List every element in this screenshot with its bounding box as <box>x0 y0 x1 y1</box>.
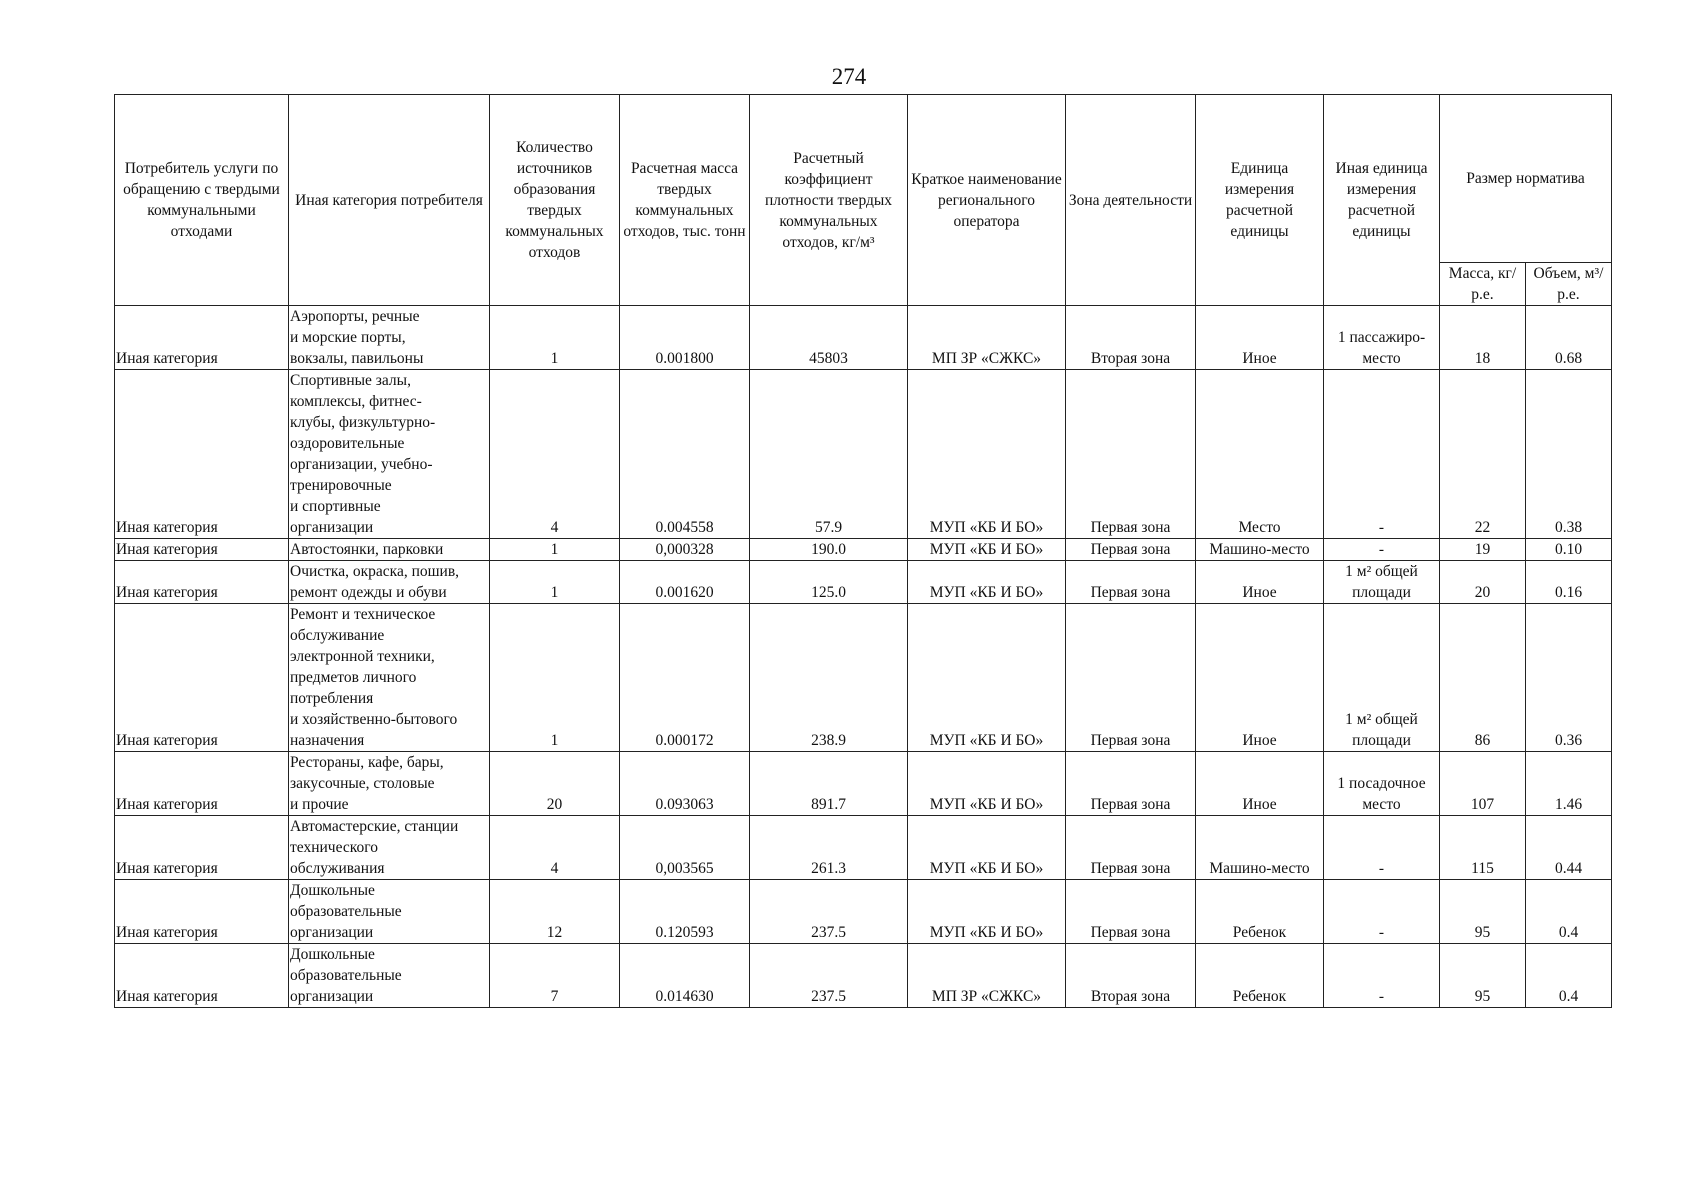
cell-operator: МУП «КБ И БО» <box>908 816 1066 880</box>
category-line: организации, учебно- <box>290 456 433 473</box>
cell-sources: 1 <box>490 306 620 370</box>
cell-zone: Первая зона <box>1066 880 1196 944</box>
cell-unit: Иное <box>1196 561 1324 604</box>
cell-consumer: Иная категория <box>115 880 289 944</box>
cell-mass: 0.001800 <box>620 306 750 370</box>
cell-sources: 1 <box>490 561 620 604</box>
category-line: комплексы, фитнес- <box>290 393 422 410</box>
norms-table <box>114 94 1612 1008</box>
cell-mass: 0.000172 <box>620 604 750 752</box>
cell-density: 237.5 <box>750 880 908 944</box>
cell-sources: 4 <box>490 370 620 539</box>
table-row <box>115 539 1612 561</box>
cell-norm-mass: 107 <box>1440 752 1526 816</box>
category-line: и спортивные <box>290 498 381 515</box>
cell-density: 125.0 <box>750 561 908 604</box>
header-mass: Расчетная масса твердых коммунальных отходов, тыс. тонн <box>620 95 750 306</box>
cell-density: 261.3 <box>750 816 908 880</box>
category-line: электронной техники, <box>290 648 435 665</box>
cell-norm-volume: 0.4 <box>1526 944 1612 1008</box>
cell-unit: Машино-место <box>1196 816 1324 880</box>
header-zone: Зона деятельности <box>1066 95 1196 306</box>
table-row <box>115 816 1612 880</box>
category-line: Аэропорты, речные <box>290 308 420 325</box>
cell-norm-mass: 95 <box>1440 880 1526 944</box>
cell-other-unit: 1 м² общей площади <box>1324 561 1440 604</box>
cell-norm-volume: 0.68 <box>1526 306 1612 370</box>
cell-sources: 1 <box>490 539 620 561</box>
header-norm-volume: Объем, м³/р.е. <box>1526 263 1612 306</box>
header-consumer: Потребитель услуги по обращению с твердыми коммунальными отходами <box>115 95 289 306</box>
cell-density: 237.5 <box>750 944 908 1008</box>
cell-consumer: Иная категория <box>115 604 289 752</box>
cell-density: 57.9 <box>750 370 908 539</box>
cell-unit: Иное <box>1196 752 1324 816</box>
cell-zone: Первая зона <box>1066 604 1196 752</box>
cell-unit: Ребенок <box>1196 944 1324 1008</box>
category-line: назначения <box>290 732 365 749</box>
table-row <box>115 752 1612 816</box>
cell-consumer: Иная категория <box>115 752 289 816</box>
cell-norm-mass: 115 <box>1440 816 1526 880</box>
cell-other-unit: 1 посадочное место <box>1324 752 1440 816</box>
category-line: организации <box>290 519 374 536</box>
header-norm-mass: Масса, кг/р.е. <box>1440 263 1526 306</box>
cell-operator: МУП «КБ И БО» <box>908 604 1066 752</box>
cell-sources: 12 <box>490 880 620 944</box>
cell-other-unit: 1 м² общей площади <box>1324 604 1440 752</box>
cell-category <box>289 752 490 816</box>
category-line: клубы, физкультурно- <box>290 414 436 431</box>
cell-operator: МП ЗР «СЖКС» <box>908 944 1066 1008</box>
cell-norm-volume: 0.36 <box>1526 604 1612 752</box>
category-line: Ремонт и техническое <box>290 606 436 623</box>
cell-norm-mass: 86 <box>1440 604 1526 752</box>
category-line: Рестораны, кафе, бары, <box>290 754 444 771</box>
cell-operator: МУП «КБ И БО» <box>908 880 1066 944</box>
cell-category <box>289 306 490 370</box>
cell-zone: Первая зона <box>1066 816 1196 880</box>
cell-unit: Иное <box>1196 604 1324 752</box>
header-operator: Краткое наименование регионального оператора <box>908 95 1066 306</box>
cell-norm-mass: 20 <box>1440 561 1526 604</box>
cell-density: 238.9 <box>750 604 908 752</box>
category-line: обслуживания <box>290 860 385 877</box>
cell-density: 45803 <box>750 306 908 370</box>
cell-unit: Машино-место <box>1196 539 1324 561</box>
cell-norm-volume: 0.38 <box>1526 370 1612 539</box>
cell-mass: 0,000328 <box>620 539 750 561</box>
category-line: закусочные, столовые <box>290 775 435 792</box>
cell-mass: 0.004558 <box>620 370 750 539</box>
cell-other-unit: - <box>1324 370 1440 539</box>
category-line: Автостоянки, парковки <box>290 541 444 558</box>
table-body <box>115 306 1612 1008</box>
category-line: организации <box>290 924 374 941</box>
cell-density: 190.0 <box>750 539 908 561</box>
cell-operator: МП ЗР «СЖКС» <box>908 306 1066 370</box>
cell-consumer: Иная категория <box>115 306 289 370</box>
cell-mass: 0.001620 <box>620 561 750 604</box>
cell-zone: Первая зона <box>1066 561 1196 604</box>
cell-unit: Ребенок <box>1196 880 1324 944</box>
table-row <box>115 306 1612 370</box>
category-line: Дошкольные <box>290 882 375 899</box>
category-line: вокзалы, павильоны <box>290 350 424 367</box>
header-sources: Количество источников образования твердых коммунальных отходов <box>490 95 620 306</box>
cell-other-unit: - <box>1324 539 1440 561</box>
cell-norm-mass: 22 <box>1440 370 1526 539</box>
cell-other-unit: 1 пассажиро-место <box>1324 306 1440 370</box>
category-line: Спортивные залы, <box>290 372 411 389</box>
header-category: Иная категория потребителя <box>289 95 490 306</box>
cell-mass: 0.093063 <box>620 752 750 816</box>
cell-other-unit: - <box>1324 944 1440 1008</box>
table-row <box>115 880 1612 944</box>
category-line: ремонт одежды и обуви <box>290 584 447 601</box>
category-line: Очистка, окраска, пошив, <box>290 563 460 580</box>
table-row <box>115 604 1612 752</box>
cell-mass: 0,003565 <box>620 816 750 880</box>
cell-consumer: Иная категория <box>115 539 289 561</box>
cell-operator: МУП «КБ И БО» <box>908 370 1066 539</box>
cell-consumer: Иная категория <box>115 370 289 539</box>
cell-sources: 4 <box>490 816 620 880</box>
cell-norm-volume: 1.46 <box>1526 752 1612 816</box>
cell-unit: Иное <box>1196 306 1324 370</box>
cell-zone: Первая зона <box>1066 539 1196 561</box>
table-row <box>115 561 1612 604</box>
cell-sources: 7 <box>490 944 620 1008</box>
cell-norm-mass: 19 <box>1440 539 1526 561</box>
header-density: Расчетный коэффициент плотности твердых коммунальных отходов, кг/м³ <box>750 95 908 306</box>
category-line: оздоровительные <box>290 435 405 452</box>
cell-norm-volume: 0.44 <box>1526 816 1612 880</box>
category-line: предметов личного <box>290 669 417 686</box>
cell-norm-volume: 0.16 <box>1526 561 1612 604</box>
page-number: 274 <box>831 64 867 89</box>
cell-norm-mass: 95 <box>1440 944 1526 1008</box>
cell-consumer: Иная категория <box>115 816 289 880</box>
cell-operator: МУП «КБ И БО» <box>908 561 1066 604</box>
cell-norm-volume: 0.10 <box>1526 539 1612 561</box>
table-row <box>115 944 1612 1008</box>
cell-sources: 20 <box>490 752 620 816</box>
cell-other-unit: - <box>1324 816 1440 880</box>
category-line: Дошкольные <box>290 946 375 963</box>
category-line: образовательные <box>290 967 402 984</box>
cell-operator: МУП «КБ И БО» <box>908 539 1066 561</box>
category-line: обслуживание <box>290 627 385 644</box>
cell-category <box>289 604 490 752</box>
cell-consumer: Иная категория <box>115 561 289 604</box>
cell-category <box>289 816 490 880</box>
cell-norm-volume: 0.4 <box>1526 880 1612 944</box>
category-line: тренировочные <box>290 477 392 494</box>
cell-zone: Первая зона <box>1066 370 1196 539</box>
header-unit: Единица измерения расчетной единицы <box>1196 95 1324 306</box>
cell-operator: МУП «КБ И БО» <box>908 752 1066 816</box>
cell-zone: Вторая зона <box>1066 306 1196 370</box>
cell-unit: Место <box>1196 370 1324 539</box>
category-line: и прочие <box>290 796 349 813</box>
category-line: и хозяйственно-бытового <box>290 711 458 728</box>
category-line: организации <box>290 988 374 1005</box>
cell-category <box>289 539 490 561</box>
category-line: образовательные <box>290 903 402 920</box>
cell-density: 891.7 <box>750 752 908 816</box>
cell-consumer: Иная категория <box>115 944 289 1008</box>
cell-zone: Вторая зона <box>1066 944 1196 1008</box>
cell-category <box>289 370 490 539</box>
cell-mass: 0.120593 <box>620 880 750 944</box>
cell-category <box>289 880 490 944</box>
table-row <box>115 370 1612 539</box>
header-norm: Размер норматива <box>1440 95 1612 263</box>
cell-mass: 0.014630 <box>620 944 750 1008</box>
cell-sources: 1 <box>490 604 620 752</box>
category-line: потребления <box>290 690 374 707</box>
category-line: технического <box>290 839 378 856</box>
cell-norm-mass: 18 <box>1440 306 1526 370</box>
category-line: и морские порты, <box>290 329 406 346</box>
category-line: Автомастерские, станции <box>290 818 459 835</box>
cell-zone: Первая зона <box>1066 752 1196 816</box>
cell-other-unit: - <box>1324 880 1440 944</box>
header-other-unit: Иная единица измерения расчетной единицы <box>1324 95 1440 306</box>
cell-category <box>289 561 490 604</box>
cell-category <box>289 944 490 1008</box>
